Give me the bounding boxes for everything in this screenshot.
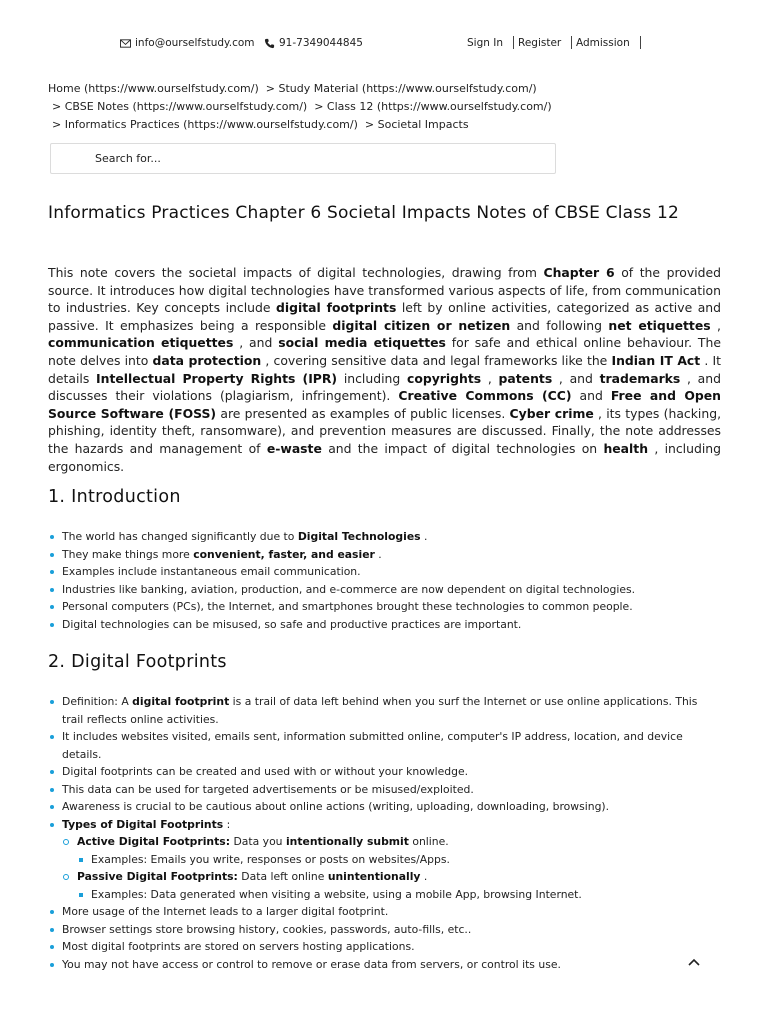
bold-term: digital citizen or netizen [332, 317, 511, 333]
search-input[interactable] [51, 144, 555, 173]
text-run: , covering sensitive data and legal frameworks like the [261, 352, 612, 368]
text-run: is a trail of data left behind when you surf the Internet or use online applications. This trail reflects online activities. [62, 695, 698, 726]
bold-term: social media etiquettes [278, 335, 446, 351]
search-box [50, 143, 556, 174]
bold-term: digital footprints [276, 300, 397, 316]
sub-sub-list-item [77, 851, 718, 869]
list-item [48, 546, 718, 564]
breadcrumb-informatics-practices[interactable]: > Informatics Practices (https://www.ourselfstudy.com/) [52, 118, 358, 131]
text-run: for safe and ethical online behaviour. The note delves into [48, 335, 721, 368]
phone-icon [264, 38, 275, 49]
sub-sub-list-item [77, 886, 718, 904]
text-run: . It details [48, 352, 721, 386]
text-run: including [337, 370, 407, 386]
scroll-to-top-button[interactable] [685, 954, 703, 970]
bold-term: Active Digital Footprints: [77, 835, 231, 848]
text-run: Digital footprints can be created and used with or without your knowledge. [62, 765, 469, 778]
bold-term: Chapter 6 [543, 265, 615, 280]
digital-footprints-list [48, 693, 718, 973]
nav-divider [513, 36, 514, 49]
text-run: . [420, 870, 428, 883]
text-run: You may not have access or control to remove or erase data from servers, or control its use. [62, 957, 561, 971]
page-title: Informatics Practices Chapter 6 Societal Impacts Notes of CBSE Class 12 [48, 203, 679, 223]
section-heading-digital-footprints: 2. Digital Footprints [48, 652, 227, 672]
bold-term: copyrights [406, 370, 482, 386]
text-run: More usage of the Internet leads to a larger digital footprint. [62, 905, 389, 918]
nav-admission[interactable] [576, 37, 630, 49]
text-run: , and [233, 335, 279, 351]
top-bar [0, 0, 768, 86]
text-run: left by online activities, categorized as active and passive. It emphasizes being a responsible [48, 300, 722, 333]
admission-link[interactable]: Admission [576, 37, 630, 49]
list-item [48, 763, 718, 781]
text-run: , its types (hacking, phishing, identity theft, ransomware), and prevention measures are discussed. Finally, the note addresses the hazards and management of [48, 405, 722, 456]
bold-term: Intellectual Property Rights (IPR) [96, 370, 338, 386]
intro-paragraph [48, 264, 721, 475]
chevron-up-icon [685, 954, 703, 970]
nested-list [62, 833, 718, 903]
text-run: , including ergonomics. [48, 440, 721, 474]
text-run: and the impact of digital technologies on [321, 440, 604, 456]
list-item [48, 728, 718, 763]
text-run: Awareness is crucial to be cautious about online actions (writing, uploading, downloading, browsing). [62, 800, 610, 813]
breadcrumb [48, 80, 552, 134]
text-run: . [374, 547, 382, 561]
text-run: , [710, 317, 721, 333]
list-item [48, 528, 718, 546]
list-item [48, 816, 718, 904]
phone-link[interactable]: 91-7349044845 [279, 37, 363, 49]
text-run: , [481, 370, 499, 386]
breadcrumb-study-material[interactable]: > Study Material (https://www.ourselfstudy.com/) [265, 82, 537, 95]
text-run: This data can be used for targeted advertisements or be misused/exploited. [62, 782, 474, 796]
bold-term: Indian IT Act [611, 352, 701, 368]
text-run: Examples include instantaneous email communication. [62, 565, 361, 578]
text-run: of the provided source. It introduces how digital technologies have transformed various aspects of life, from communication to industries. Key concepts include [48, 265, 721, 316]
bold-term: health [603, 440, 649, 456]
register-link[interactable]: Register [518, 37, 562, 49]
text-run: This note covers the societal impacts of digital technologies, drawing from [48, 265, 544, 280]
breadcrumb-home[interactable]: Home (https://www.ourselfstudy.com/) [48, 82, 259, 95]
text-run: Data you [230, 835, 286, 848]
list-item [48, 921, 718, 939]
email-link[interactable]: info@ourselfstudy.com [135, 37, 255, 49]
bold-term: data protection [152, 352, 262, 368]
bold-term: Types of Digital Footprints [62, 817, 224, 831]
nav-sign-in[interactable] [467, 37, 503, 49]
text-run: . [420, 530, 428, 543]
text-run: Definition: A [62, 695, 133, 708]
bold-term: patents [498, 370, 553, 386]
text-run: Digital technologies can be misused, so safe and productive practices are important. [62, 617, 522, 631]
nested-list [77, 851, 718, 869]
list-item [48, 781, 718, 799]
text-run: and [571, 388, 611, 404]
list-item [48, 598, 718, 616]
text-run: Personal computers (PCs), the Internet, and smartphones brought these technologies to common people. [62, 600, 633, 613]
bold-term: net etiquettes [608, 317, 711, 333]
nav-divider [640, 36, 641, 49]
bold-term: intentionally submit [285, 835, 409, 848]
text-run: The world has changed significantly due to [62, 530, 298, 543]
bold-term: Passive Digital Footprints: [77, 870, 238, 883]
list-item [48, 563, 718, 581]
email-contact[interactable] [120, 37, 255, 49]
nested-list [77, 886, 718, 904]
sub-list-item [62, 833, 718, 868]
bold-term: unintentionally [327, 870, 421, 883]
sign-in-link[interactable]: Sign In [467, 37, 503, 49]
text-run: Data left online [237, 870, 328, 883]
text-run: Industries like banking, aviation, production, and e-commerce are now dependent on digital technologies. [62, 582, 636, 596]
bold-term: e-waste [266, 440, 322, 456]
list-item [48, 581, 718, 599]
text-run: , and discusses their violations (plagiarism, infringement). [48, 370, 721, 404]
text-run: Browser settings store browsing history, cookies, passwords, auto-fills, etc.. [62, 922, 472, 936]
breadcrumb-cbse-notes[interactable]: > CBSE Notes (https://www.ourselfstudy.com/) [52, 100, 308, 113]
bold-term: trademarks [599, 370, 681, 386]
list-item [48, 938, 718, 956]
phone-contact[interactable] [264, 37, 363, 49]
introduction-list [48, 528, 718, 633]
text-run: online. [408, 835, 449, 848]
text-run: Examples: Data generated when visiting a website, using a mobile App, browsing Internet. [91, 887, 582, 901]
sub-list-item [62, 868, 718, 903]
breadcrumb-current: > Societal Impacts [364, 118, 469, 131]
list-item [48, 798, 718, 816]
nav-divider [571, 36, 572, 49]
text-run: are presented as examples of public licenses. [216, 405, 510, 421]
text-run: They make things more [62, 547, 194, 561]
list-item [48, 956, 718, 974]
envelope-icon [120, 38, 131, 49]
bold-term: communication etiquettes [48, 335, 234, 351]
bold-term: convenient, faster, and easier [193, 547, 375, 561]
bold-term: Creative Commons (CC) [398, 388, 572, 404]
section-heading-introduction: 1. Introduction [48, 487, 181, 507]
text-run: Examples: Emails you write, responses or posts on websites/Apps. [91, 852, 450, 866]
bold-term: Cyber crime [509, 405, 594, 421]
nav-register[interactable] [518, 37, 561, 49]
list-item [48, 903, 718, 921]
text-run: , and [552, 370, 600, 386]
bold-term: Free and Open Source Software (FOSS) [48, 388, 721, 421]
list-item [48, 693, 718, 728]
bold-term: digital footprint [132, 695, 230, 708]
bold-term: Digital Technologies [297, 530, 421, 543]
breadcrumb-class-12[interactable]: > Class 12 (https://www.ourselfstudy.com/) [314, 100, 552, 113]
text-run: and following [510, 317, 609, 333]
list-item [48, 616, 718, 634]
text-run: Most digital footprints are stored on servers hosting applications. [62, 940, 415, 953]
text-run: It includes websites visited, emails sent, information submitted online, computer's IP address, location, and device details. [62, 730, 683, 761]
text-run: : [223, 817, 231, 831]
